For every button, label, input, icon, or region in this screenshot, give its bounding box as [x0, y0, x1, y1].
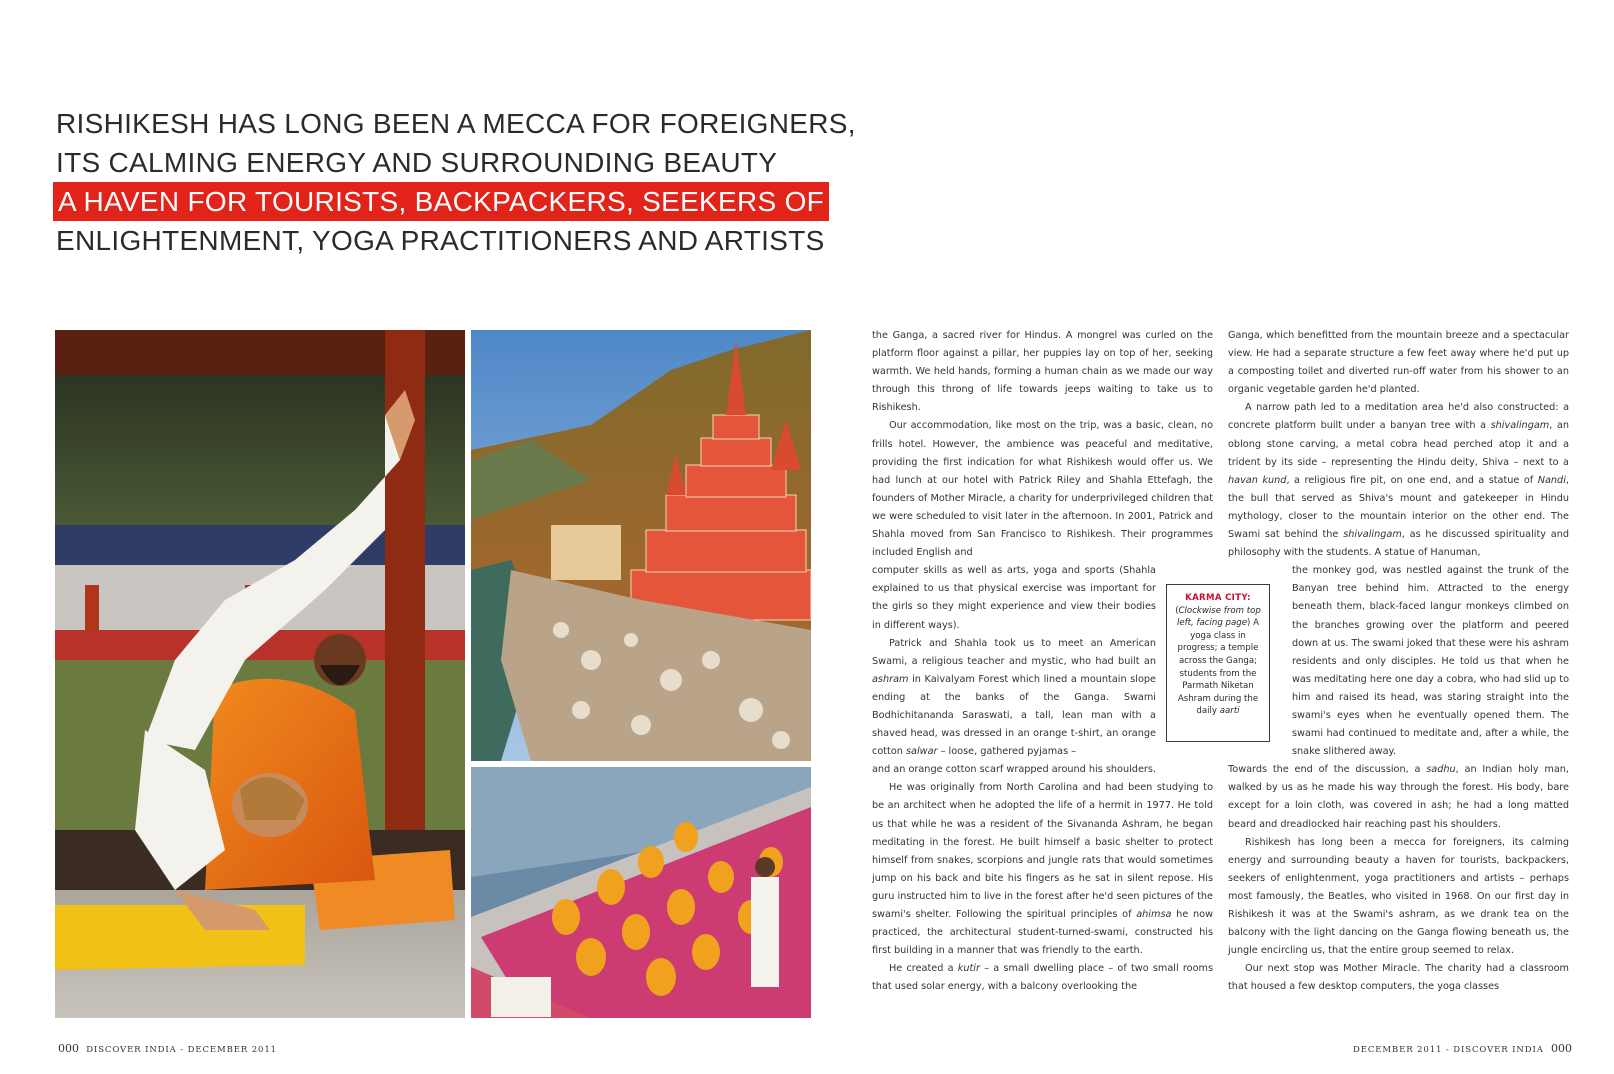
col1-paragraph-2: Our accommodation, like most on the trip, was a basic, clean, no frills hotel. However, the ambience was peaceful and meditative, providing the first indication for what Rishikesh would offer us. We had lunch at our hotel with Patrick Riley and Shahla Ettefagh, the founders of Mother Miracle, a charity for underprivileged children that we were scheduled to visit later in the afternoon. In 2001, Patrick and Shahla moved from San Francisco to Rishikesh. Their programmes included English and — [872, 420, 1213, 559]
col2-paragraph-4: Our next stop was Mother Miracle. The charity had a classroom that housed a few desktop computers, the yoga classes — [1228, 963, 1569, 993]
body-column-1 — [872, 327, 1213, 996]
headline-line-2: ITS CALMING ENERGY AND SURROUNDING BEAUTY — [56, 147, 778, 178]
headline-line-1: RISHIKESH HAS LONG BEEN A MECCA FOR FOREIGNERS, — [56, 108, 856, 139]
col2-paragraph-2-tail: Towards the end of the discussion, a sadhu, an Indian holy man, walked by us as he made his way through the forest. His body, bare except for a loin cloth, was covered in ash; he had a long matted beard and dreadlocked hair reaching past his shoulders. — [1228, 764, 1569, 830]
headline-highlight: A HAVEN FOR TOURISTS, BACKPACKERS, SEEKERS OF — [53, 182, 829, 221]
col1-paragraph-3-tail: and an orange cotton scarf wrapped around his shoulders. — [872, 764, 1157, 776]
col1-paragraph-2-wrap: computer skills as well as arts, yoga and sports (Shahla explained to us that physical exercise was important for the girls so they might experience and view their bodies in different ways). — [872, 565, 1156, 631]
photo-temple — [471, 330, 811, 761]
photo-caption: KARMA CITY: (Clockwise from top left, facing page) A yoga class in progress; a temple across the Ganga; students from the Parmath Niketan Ashram during the daily aarti — [1166, 584, 1270, 742]
col2-paragraph-2-wrap: the monkey god, was nestled against the trunk of the Banyan tree behind him. Attracted to the energy beneath them, black-faced langur monkeys climbed on the branches growing over the platform and peered down at us. The swami joked that these were his ashram residents and only disciples. He told us that when he was meditating here one day a cobra, who had slid up to him and raised its head, was staring straight into the swami's eyes when he eventually opened them. The swami had continued to meditate and, after a while, the snake slithered away. — [1292, 565, 1569, 758]
page-number-right: 000 — [1551, 1042, 1572, 1055]
folio-right — [1353, 1042, 1572, 1055]
page-number-left: 000 — [58, 1042, 79, 1055]
headline — [56, 104, 856, 260]
caption-title: KARMA CITY: — [1185, 593, 1251, 603]
col2-paragraph-3: Rishikesh has long been a mecca for foreigners, its calming energy and surrounding beauty a haven for tourists, backpackers, seekers of enlightenment, yoga practitioners and artists – perhaps most famously, the Beatles, who visited in 1968. On our first day in Rishikesh it was at the Swami's ashram, as we drank tea on the balcony with the light dancing on the Ganga flowing beneath us, the jungle encircling us, that the entire group seemed to relax. — [1228, 836, 1569, 957]
folio-left-text: DISCOVER INDIA - DECEMBER 2011 — [86, 1045, 277, 1055]
folio-left — [58, 1042, 277, 1055]
col1-paragraph-4: He was originally from North Carolina and had been studying to be an architect when he adopted the life of a hermit in 1977. He told us that while he was a resident of the Sivananda Ashram, he began meditating in the forest. He built himself a basic shelter to protect himself from snakes, scorpions and jungle rats that would sometimes jump on his back and bite his fingers as he sat in silent repose. His guru instructed him to live in the forest after he'd seen pictures of the swami's shelter. Following the spiritual principles of ahimsa he now practiced, the architectural student-turned-swami, constructed his first building in a manner that was friendly to the earth. — [872, 782, 1213, 957]
col2-paragraph-2: A narrow path led to a meditation area he'd also constructed: a concrete platform built under a banyan tree with a shivalingam, an oblong stone carving, a metal cobra head perched atop it and a trident by its side – representing the Hindu deity, Shiva – next to a havan kund, a religious fire pit, on one end, and a statue of Nandi, the bull that served as Shiva's mount and gatekeeper in Hindu mythology, closer to the mountain interior on the other end. The Swami sat behind the shivalingam, as he discussed spirituality and philosophy with the students. A statue of Hanuman, — [1228, 402, 1569, 559]
folio-right-text: DECEMBER 2011 - DISCOVER INDIA — [1353, 1045, 1544, 1055]
photo-students-aarti — [471, 767, 811, 1018]
headline-line-4: ENLIGHTENMENT, YOGA PRACTITIONERS AND ARTISTS — [56, 225, 825, 256]
body-column-2 — [1228, 327, 1569, 996]
col1-paragraph-5: He created a kutir – a small dwelling place – of two small rooms that used solar energy, with a balcony overlooking the — [872, 963, 1213, 993]
photo-yoga-class — [55, 330, 465, 1018]
col1-paragraph-1: the Ganga, a sacred river for Hindus. A mongrel was curled on the platform floor against a pillar, her puppies lay on top of her, seeking warmth. We held hands, forming a human chain as we made our way through this throng of life towards jeeps waiting to take us to Rishikesh. — [872, 330, 1213, 414]
col2-paragraph-1: Ganga, which benefitted from the mountain breeze and a spectacular view. He had a separate structure a few feet away where he'd put up a composting toilet and diverted run-off water from his shower to an organic vegetable garden he'd planted. — [1228, 330, 1569, 396]
col1-paragraph-3: Patrick and Shahla took us to meet an American Swami, a religious teacher and mystic, who had built an ashram in Kaivalyam Forest which lined a mountain slope ending at the banks of the Ganga. Swami Bodhichitananda Saraswati, a tall, lean man with a shaved head, was dressed in an orange t-shirt, an orange cotton salwar – loose, gathered pyjamas – — [872, 637, 1156, 758]
